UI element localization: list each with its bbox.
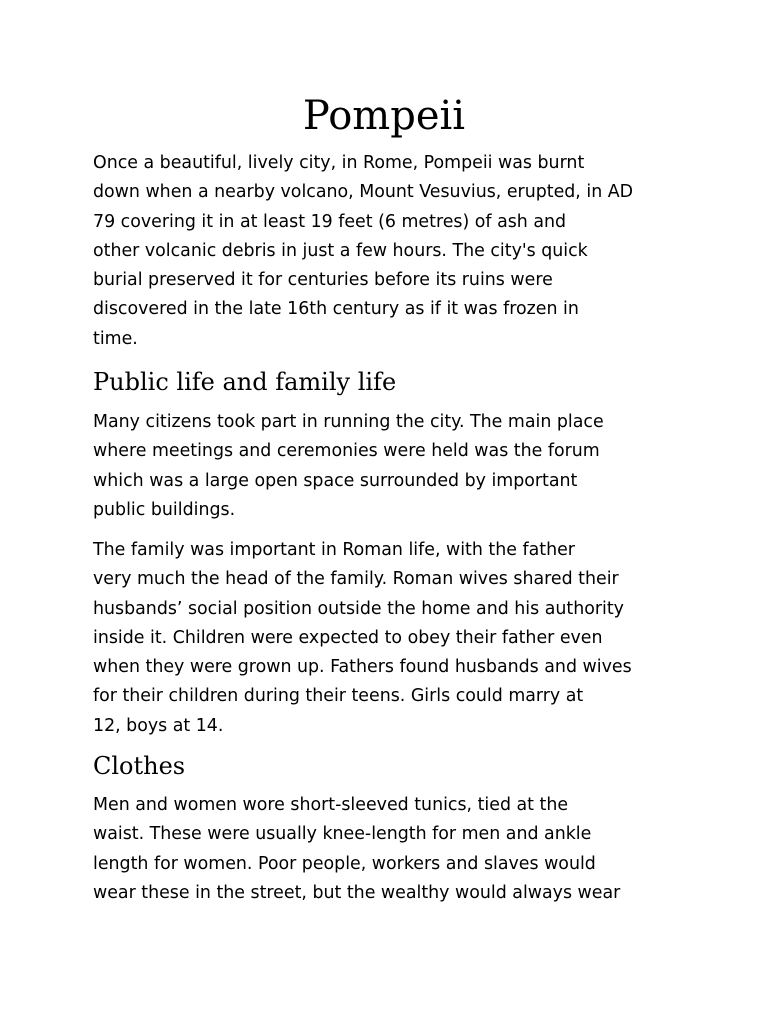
clothes-paragraph bbox=[93, 791, 693, 908]
text-line: down when a nearby volcano, Mount Vesuvius, erupted, in AD bbox=[93, 182, 634, 203]
text-line: The family was important in Roman life, with the father bbox=[93, 540, 575, 560]
text-line: when they were grown up. Fathers found husbands and wives bbox=[93, 657, 632, 678]
public-life-paragraph bbox=[93, 408, 693, 525]
text-line: length for women. Poor people, workers and slaves would bbox=[93, 853, 596, 874]
text-line: other volcanic debris in just a few hours. The city's quick bbox=[93, 240, 588, 261]
section-heading-clothes: Clothes bbox=[93, 752, 186, 780]
text-line: very much the head of the family. Roman wives shared their bbox=[93, 569, 619, 590]
text-line: burial preserved it for centuries before its ruins were bbox=[93, 270, 553, 291]
page-title: Pompeii bbox=[302, 93, 466, 139]
section-heading-public-life: Public life and family life bbox=[93, 368, 397, 396]
text-line: public buildings. bbox=[93, 499, 236, 520]
text-line: 12, boys at 14. bbox=[93, 715, 224, 736]
text-line: waist. These were usually knee-length for men and ankle bbox=[93, 824, 592, 845]
text-line: Once a beautiful, lively city, in Rome, Pompeii was burnt bbox=[93, 153, 585, 173]
text-line: inside it. Children were expected to obey their father even bbox=[93, 627, 603, 648]
text-line: Men and women wore short-sleeved tunics, tied at the bbox=[93, 795, 569, 815]
family-life-paragraph bbox=[93, 536, 693, 741]
text-line: husbands’ social position outside the home and his authority bbox=[93, 598, 624, 619]
text-line: for their children during their teens. Girls could marry at bbox=[93, 686, 584, 707]
text-line: where meetings and ceremonies were held was the forum bbox=[93, 441, 600, 462]
text-line: which was a large open space surrounded by important bbox=[93, 470, 578, 491]
text-line: 79 covering it in at least 19 feet (6 metres) of ash and bbox=[93, 211, 567, 232]
text-line: wear these in the street, but the wealthy would always wear bbox=[93, 882, 621, 903]
text-line: time. bbox=[93, 328, 138, 349]
text-line: Many citizens took part in running the city. The main place bbox=[93, 412, 604, 432]
text-line: discovered in the late 16th century as if it was frozen in bbox=[93, 299, 579, 320]
intro-paragraph bbox=[93, 149, 693, 354]
